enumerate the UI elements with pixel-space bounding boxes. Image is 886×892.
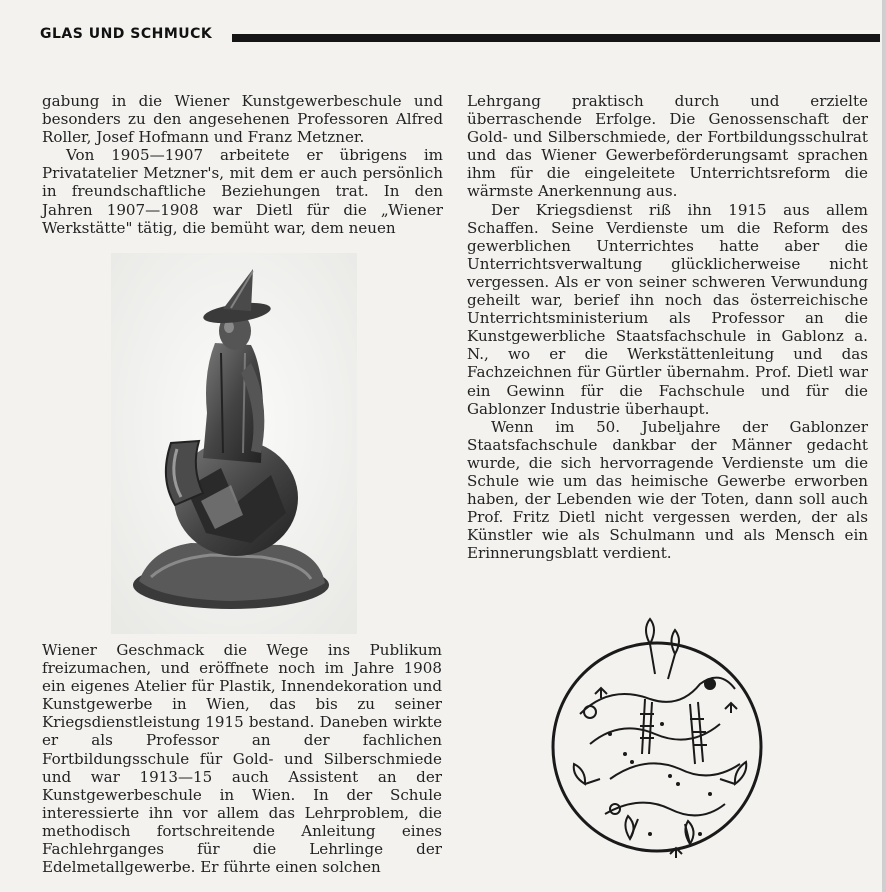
page-edge-shadow (882, 0, 886, 892)
left-column-top (42, 92, 443, 237)
page-header (40, 26, 880, 48)
paragraph: Lehrgang praktisch durch und erzielte überraschende Erfolge. Die Genossenschaft der Gold- und Silberschmiede, der Fortbildungsschulrat und das Wiener Gewerbeförderungsamt sprachen ihm für die eingeleitete Unterrichtsreform die wärmste Anerkennung aus. (467, 92, 868, 201)
section-title: GLAS UND SCHMUCK (40, 26, 213, 42)
sculpture-photo (111, 253, 357, 634)
paragraph: Wenn im 50. Jubeljahre der Gablonzer Staatsfachschule dankbar der Männer gedacht wurde, die sich hervorragende Verdienste um die Schule wie um das heimische Gewerbe erworben haben, der Lebenden wie der Toten, dann soll auch Prof. Fritz Dietl nicht vergessen werden, der als Künstler wie als Schulmann und als Mensch ein Erinnerungsblatt verdient. (467, 417, 868, 563)
header-rule (232, 34, 880, 42)
paragraph: gabung in die Wiener Kunstgewerbeschule und besonders zu den angesehenen Professoren Alfred Roller, Josef Hofmann und Franz Metzner. (42, 92, 443, 147)
decorated-plate-drawing (550, 604, 764, 884)
paragraph: Der Kriegsdienst riß ihn 1915 aus allem Schaffen. Seine Verdienste um die Reform des gewerblichen Unterrichtes hatte aber die Unterrichtsverwaltung glücklicherweise nicht vergessen. Als er von seiner schweren Verwundung geheilt war, berief ihn noch das österreichische Unterrichtsministerium als Professor an die Kunstgewerbliche Staatsfachschule in Gablonz a. N., wo er die Werkstättenleitung und das Fachzeichnen für Gürtler übernahm. Prof. Dietl war ein Gewinn für die Fachschule und für die Gablonzer Industrie überhaupt. (467, 200, 868, 418)
right-column (467, 92, 868, 562)
paragraph: Wiener Geschmack die Wege ins Publikum freizumachen, und eröffnete noch im Jahre 1908 ein eigenes Atelier für Plastik, Innendekoration und Kunstgewerbe in Wien, das bis zu seiner Kriegsdienstleistung 1915 bestand. Daneben wirkte er als Professor an der fachlichen Fortbildungsschule für Gold- und Silberschmiede und war 1913—15 auch Assistent an der Kunstgewerbeschule in Wien. In der Schule interessierte ihn vor allem das Lehrproblem, die methodisch fortschreitende Anleitung eines Fachlehrganges für die Lehrlinge der Edelmetallgewerbe. Er führte einen solchen (42, 641, 442, 877)
paragraph: Von 1905—1907 arbeitete er übrigens im Privatatelier Metzner's, mit dem er auch persönlich in freundschaftliche Beziehungen trat. In den Jahren 1907—1908 war Dietl für die „Wiener Werkstätte" tätig, die bemüht war, dem neuen (42, 146, 443, 237)
left-column-bottom (42, 641, 442, 876)
